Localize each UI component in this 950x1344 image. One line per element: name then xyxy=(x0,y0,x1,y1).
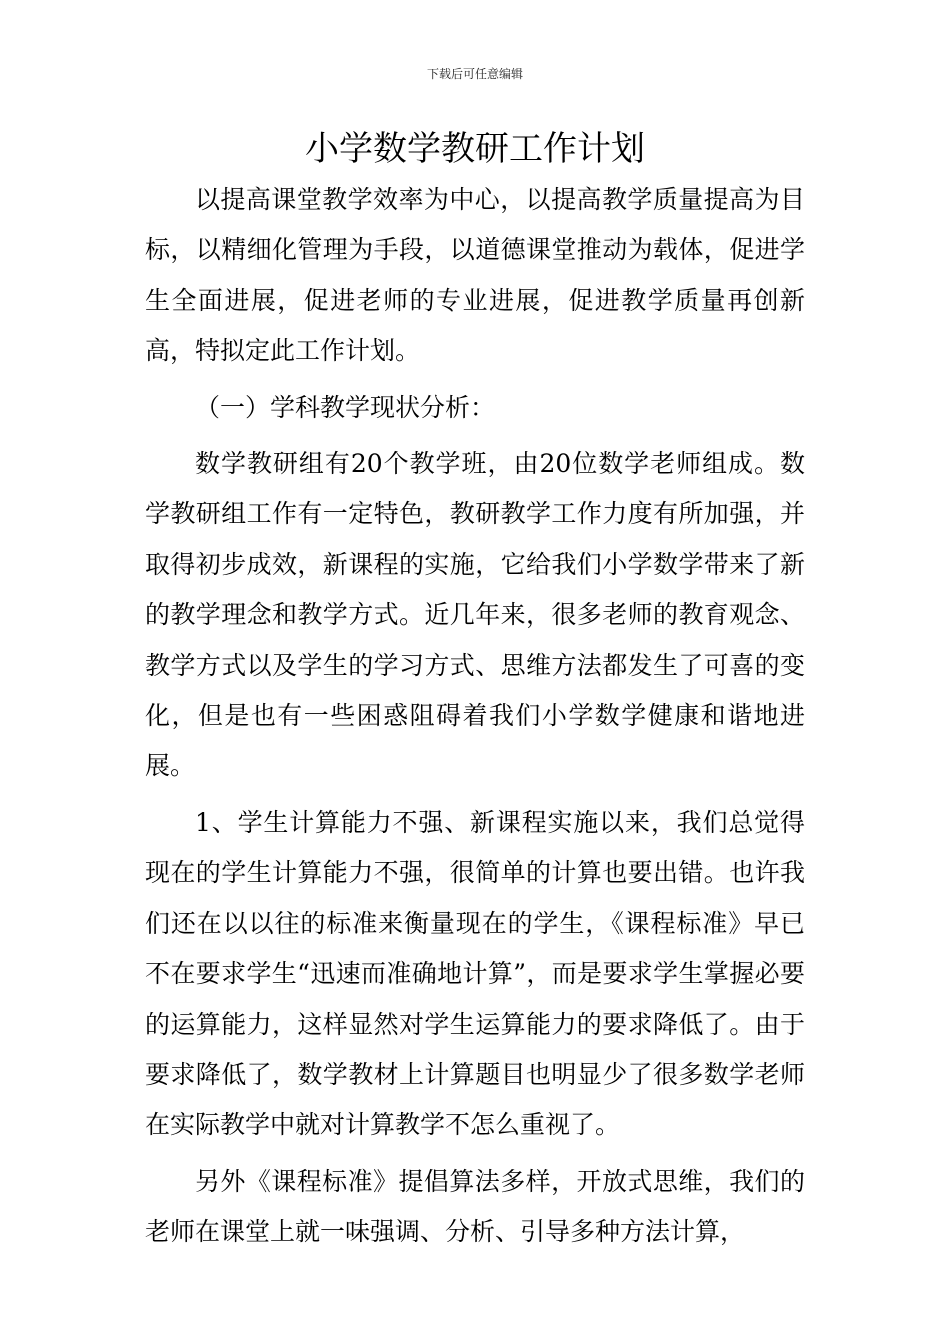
paragraph-current-status: 数学教研组有20个教学班，由20位数学老师组成。数学教研组工作有一定特色，教研教学工作力度有所加强，并取得初步成效，新课程的实施，它给我们小学数学带来了新的教学理念和教学方式。近几年来，很多老师的教育观念、教学方式以及学生的学习方式、思维方法都发生了可喜的变化，但是也有一些困惑阻碍着我们小学数学健康和谐地进展。 xyxy=(145,449,805,781)
document-body xyxy=(145,175,805,1258)
document-title: 小学数学教研工作计划 xyxy=(305,129,645,169)
section-heading-analysis: （一）学科教学现状分析： xyxy=(195,392,496,422)
header-note: 下载后可任意编辑 xyxy=(426,67,523,81)
paragraph-computation-ability: 1、学生计算能力不强、新课程实施以来，我们总觉得现在的学生计算能力不强，很简单的计算也要出错。也许我们还在以以往的标准来衡量现在的学生，《课程标准》早已不在要求学生“迅速而准确地计算”，而是要求学生掌握必要的运算能力，这样显然对学生运算能力的要求降低了。由于要求降低了，数学教材上计算题目也明显少了很多数学老师在实际教学中就对计算教学不怎么重视了。 xyxy=(145,807,805,1140)
paragraph-algorithm-diversity: 另外《课程标准》提倡算法多样，开放式思维，我们的老师在课堂上就一味强调、分析、引导多种方法计算， xyxy=(145,1166,805,1247)
paragraph-intro: 以提高课堂教学效率为中心，以提高教学质量提高为目标，以精细化管理为手段，以道德课堂推动为载体，促进学生全面进展，促进老师的专业进展，促进教学质量再创新高，特拟定此工作计划。 xyxy=(145,185,805,366)
